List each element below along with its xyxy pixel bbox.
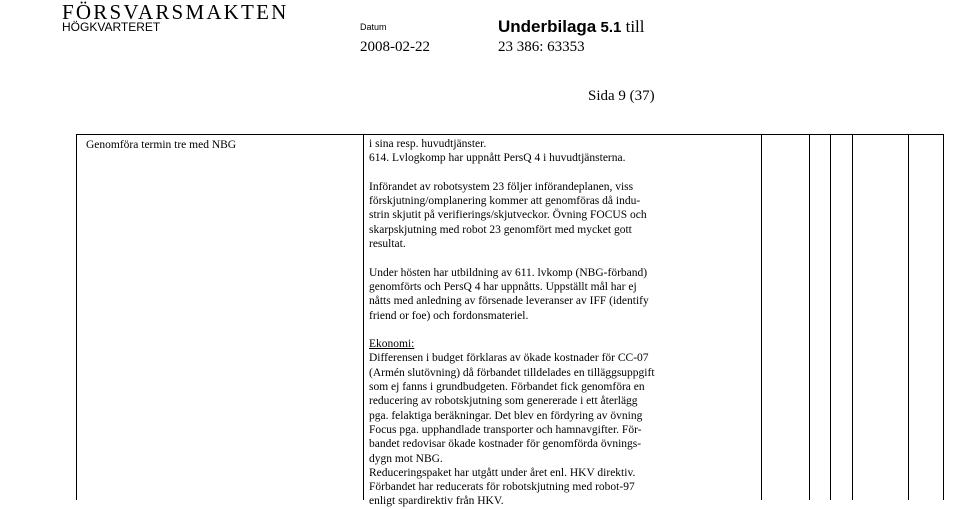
text-line: resultat. xyxy=(369,238,406,251)
text-line: 614. Lvlogkomp har uppnått PersQ 4 i huvudtjänsterna. xyxy=(369,152,626,165)
text-line: genomförts och PersQ 4 har uppnåtts. Uppställt mål har ej xyxy=(369,280,637,293)
text-line: nåtts med anledning av försenade leveranser av IFF (identify xyxy=(369,295,649,308)
row-label: Genomföra termin tre med NBG xyxy=(86,139,237,151)
text-line: bandet redovisar ökade kostnader för genomförda övnings- xyxy=(369,438,642,451)
text-line: Införandet av robotsystem 23 följer införandeplanen, viss xyxy=(369,180,634,193)
text-line: Differensen i budget förklaras av ökade kostnader för CC-07 xyxy=(369,352,649,365)
title-number: 5.1 xyxy=(600,19,622,36)
text-line: reducering av robotskjutning som genererade i ett återlägg xyxy=(369,395,638,408)
table-divider xyxy=(809,134,810,500)
paragraph-status xyxy=(369,137,754,166)
economy-heading: Ekonomi: xyxy=(369,338,415,351)
text-line: dygn mot NBG. xyxy=(369,452,443,465)
document-title xyxy=(498,17,645,38)
date-label: Datum xyxy=(360,22,387,32)
text-line: Förbandet har reducerats för robotskjutning med robot-97 xyxy=(369,481,635,494)
text-line: Under hösten har utbildning av 611. lvkomp (NBG-förband) xyxy=(369,266,648,279)
text-line: i sina resp. huvudtjänster. xyxy=(369,138,487,150)
title-bold: Underbilaga xyxy=(498,17,597,36)
table-divider xyxy=(852,134,853,500)
text-line: Focus pga. upphandlade transporter och hamnavgifter. För- xyxy=(369,423,642,436)
text-line: pga. felaktiga beräkningar. Det blev en fördyring av övning xyxy=(369,409,643,422)
paragraph-robot-system xyxy=(369,180,754,251)
table-border-right xyxy=(943,134,944,500)
text-line: förskjutning/omplanering kommer att genomföras då indu- xyxy=(369,195,641,208)
text-line: skarpskjutning med robot 23 genomfört med mycket gott xyxy=(369,223,632,236)
table-border-left xyxy=(76,134,77,500)
paragraph-economy xyxy=(369,337,754,509)
text-line: enligt spardirektiv från HKV. xyxy=(369,495,504,508)
title-rest: till xyxy=(625,17,645,36)
table-divider xyxy=(830,134,831,500)
document-date: 2008-02-22 xyxy=(360,39,430,55)
description-cell xyxy=(369,137,754,509)
reference-number: 23 386: 63353 xyxy=(498,39,585,55)
organization-name: FÖRSVARSMAKTEN xyxy=(62,0,289,24)
table-top-border xyxy=(76,134,944,135)
table-divider xyxy=(761,134,762,500)
text-line: (Armén slutövning) då förbandet tilldelades en tilläggsuppgift xyxy=(369,366,655,379)
table-divider xyxy=(908,134,909,500)
text-line: strin skjutit på verifierings/skjutveckor. Övning FOCUS och xyxy=(369,209,647,222)
text-line: som ej fanns i grundbudgeten. Förbandet fick genomföra en xyxy=(369,381,645,394)
paragraph-autumn-training xyxy=(369,266,754,323)
table-divider xyxy=(363,134,364,500)
text-line: Reduceringspaket har utgått under året enl. HKV direktiv. xyxy=(369,466,636,479)
unit-name: HÖGKVARTERET xyxy=(62,20,161,34)
page-number: Sida 9 (37) xyxy=(588,88,655,104)
text-line: friend or foe) och fordonsmateriel. xyxy=(369,309,529,322)
